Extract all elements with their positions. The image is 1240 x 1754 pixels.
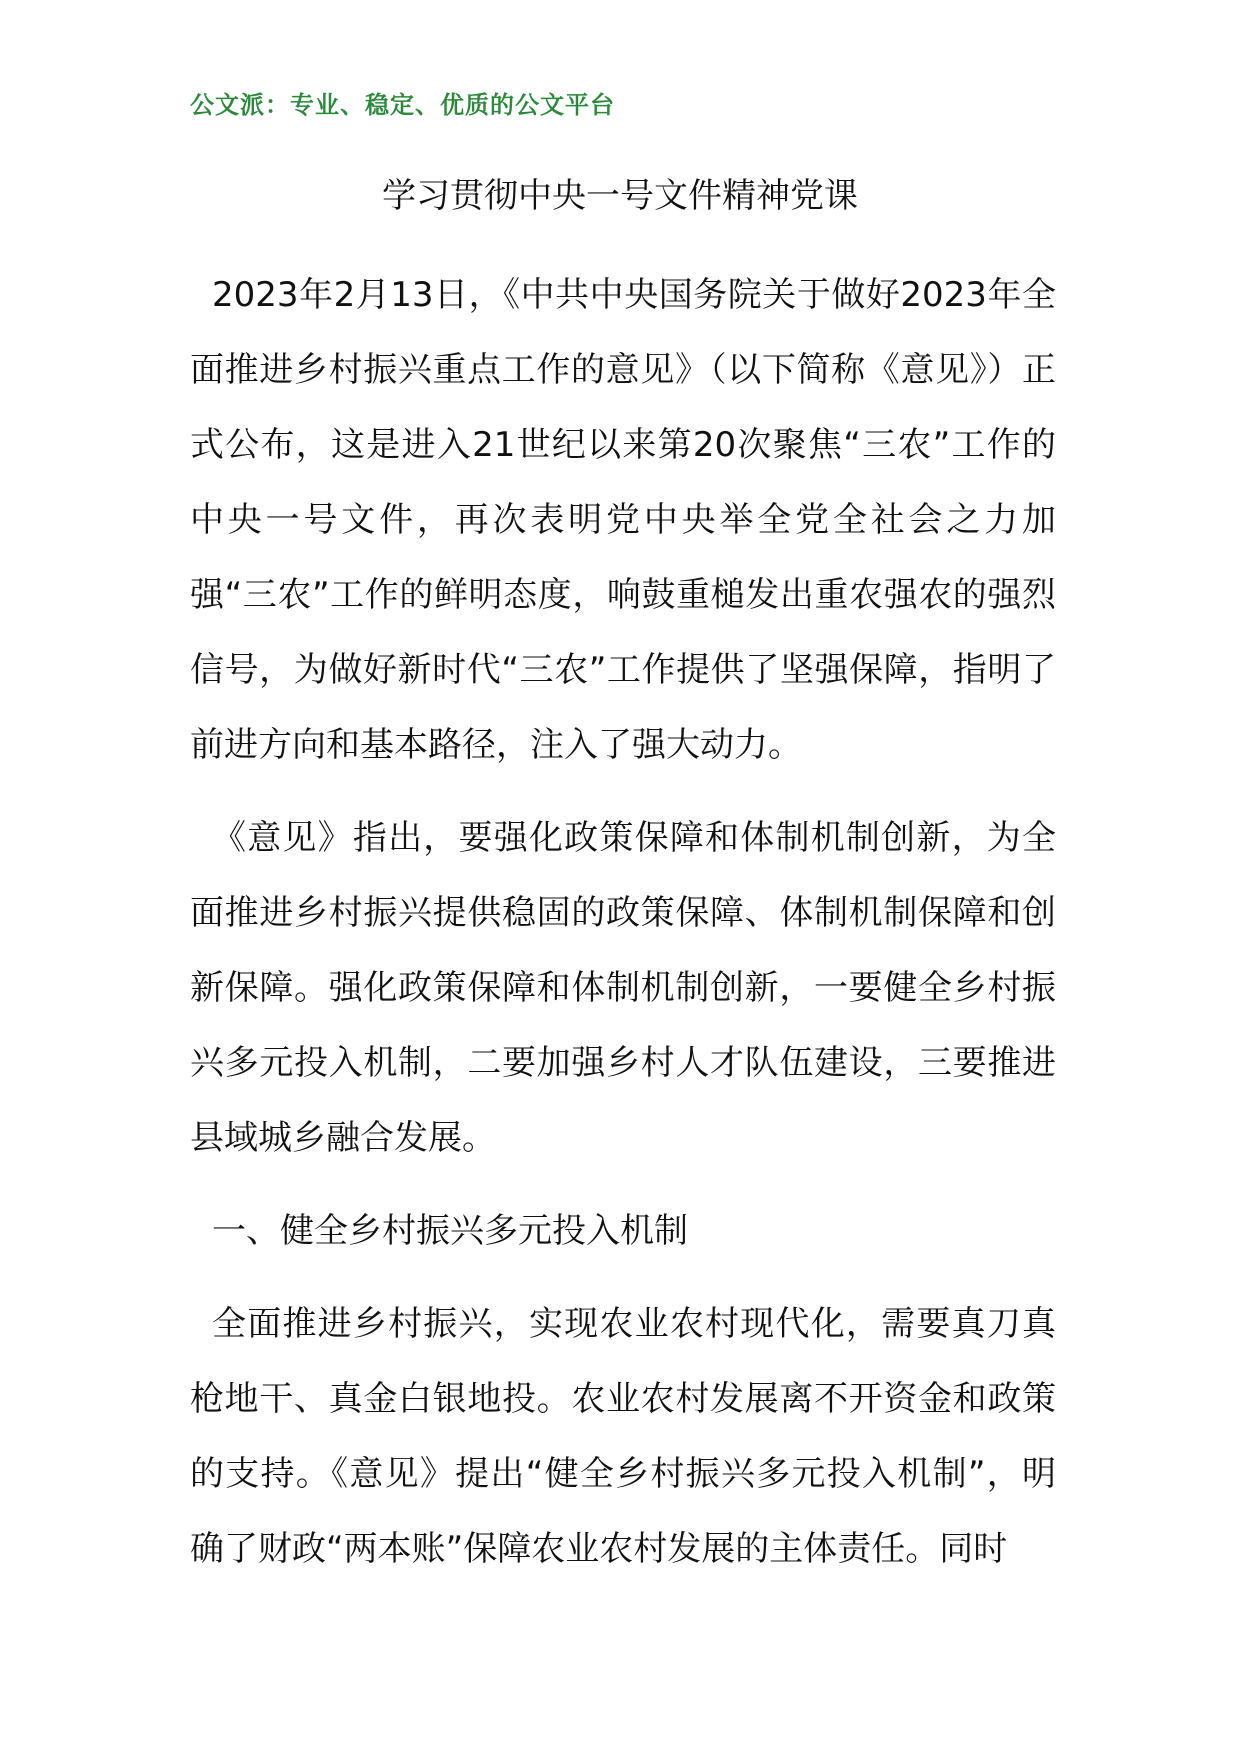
section-heading-1: 一、健全乡村振兴多元投入机制 bbox=[212, 1211, 688, 1251]
site-banner: 公文派：专业、稳定、优质的公文平台 bbox=[190, 91, 615, 119]
paragraph-policy-overview: 《意见》指出，要强化政策保障和体制机制创新，为全面推进乡村振兴提供稳固的政策保障、体制机制保障和创新保障。强化政策保障和体制机制创新，一要健全乡村振兴多元投入机制，二要加强乡村人才队伍建设，三要推进县域城乡融合发展。 bbox=[190, 818, 1056, 1158]
paragraph-investment-mechanism: 全面推进乡村振兴，实现农业农村现代化，需要真刀真枪地干、真金白银地投。农业农村发展离不开资金和政策的支持。《意见》提出“健全乡村振兴多元投入机制”，明确了财政“两本账”保障农业农村发展的主体责任。同时 bbox=[190, 1304, 1056, 1569]
document-body bbox=[190, 258, 1056, 1605]
document-title: 学习贯彻中央一号文件精神党课 bbox=[382, 176, 858, 216]
paragraph-intro: 2023年2月13日，《中共中央国务院关于做好2023年全面推进乡村振兴重点工作的意见》（以下简称《意见》）正式公布，这是进入21世纪以来第20次聚焦“三农”工作的中央一号文件，再次表明党中央举全党全社会之力加强“三农”工作的鲜明态度，响鼓重槌发出重农强农的强烈信号，为做好新时代“三农”工作提供了坚强保障，指明了前进方向和基本路径，注入了强大动力。 bbox=[190, 275, 1056, 765]
